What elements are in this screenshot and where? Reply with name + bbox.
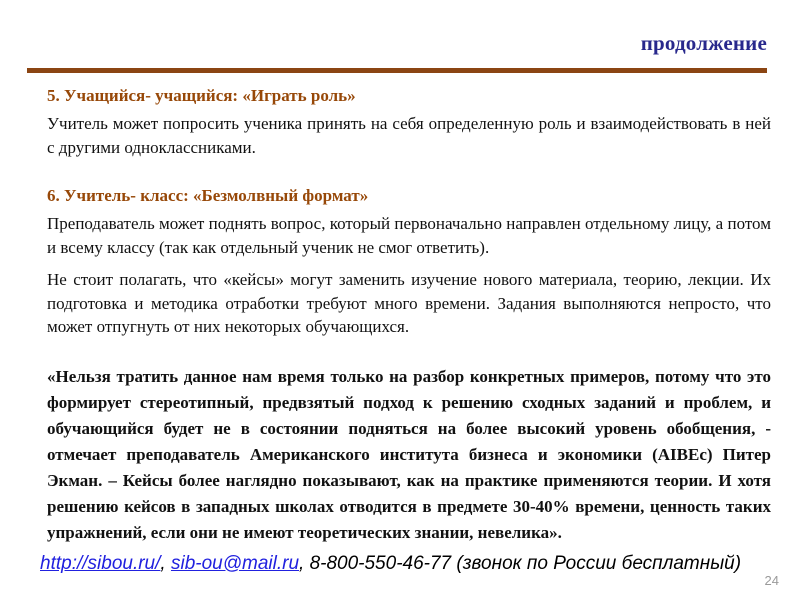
footer-phone-note: , 8-800-550-46-77 (звонок по России бесплатный) xyxy=(299,553,742,574)
section-6-paragraph-2: Не стоит полагать, что «кейсы» могут заменить изучение нового материала, теорию, лекции. Их подготовка и методика отработки требуют много времени. Задания выполняются непросто, что может отпугнуть от них некоторых обучающихся. xyxy=(47,270,771,336)
section-5-heading: 5. Учащийся- учащийся: «Играть роль» xyxy=(47,86,356,105)
section-6-paragraph-1: Преподаватель может поднять вопрос, который первоначально направлен отдельному лицу, а потом и всему классу (так как отдельный ученик не смог ответить). xyxy=(47,214,771,257)
page-number: 24 xyxy=(764,573,779,588)
title-divider-rule xyxy=(27,68,767,73)
footer-separator: , xyxy=(160,553,171,574)
site-link[interactable]: http://sibou.ru/ xyxy=(40,553,161,574)
slide-title: продолжение xyxy=(640,31,767,55)
email-link[interactable]: sib-ou@mail.ru xyxy=(170,553,300,574)
section-5-paragraph: Учитель может попросить ученика принять на себя определенную роль и взаимодействовать в ней с другими одноклассниками. xyxy=(47,114,771,157)
expert-quote: «Нельзя тратить данное нам время только на разбор конкретных примеров, потому что это формирует стереотипный, предвзятый подход к решению сходных заданий и проблем, и обучающийся будет не в состоянии подняться на более высокий уровень обобщения, - отмечает преподаватель Американского института бизнеса и экономики (AIBEc) Питер Экман. – Кейсы более наглядно показывают, как на практике применяются теории. И хотя решению кейсов в западных школах отводится в предмете 30-40% времени, ценность таких упражнений, если они не имеют теоретических знании, невелика». xyxy=(47,366,771,542)
slide-body xyxy=(47,85,771,546)
footer-contacts xyxy=(40,553,741,575)
section-6-heading: 6. Учитель- класс: «Безмолвный формат» xyxy=(47,186,369,205)
